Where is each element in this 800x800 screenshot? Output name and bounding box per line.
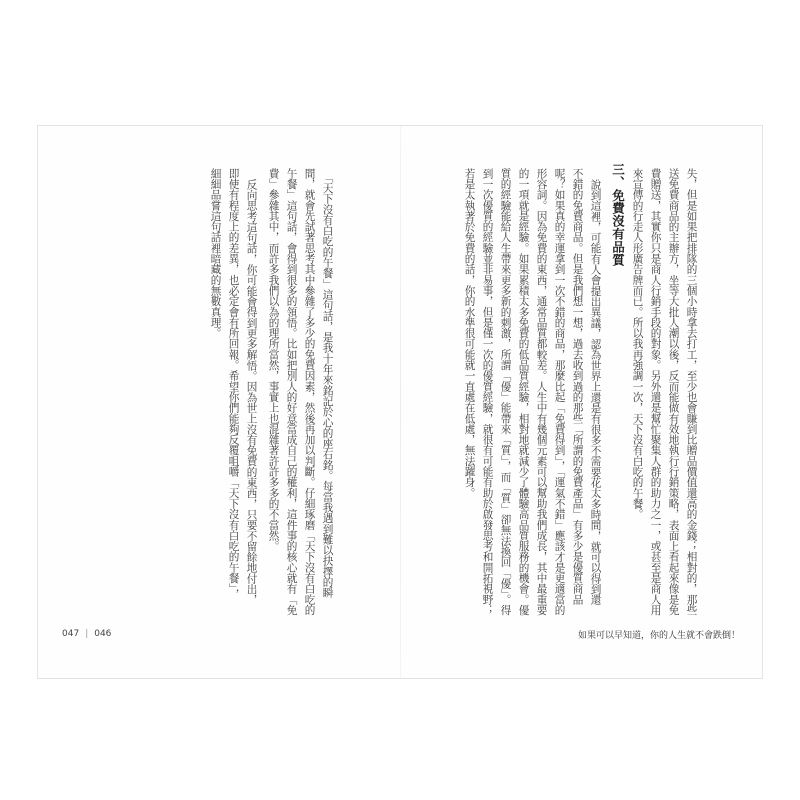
body-column: 到一次優質的經驗並非易事，但是僅一次的優質經驗，就很有可能有助於啟發思考和開拓視野；: [481, 168, 494, 616]
body-column: 「天下沒有白吃的午餐」這句話，是我十年來銘記於心的座右銘。每當我遇到難以抉擇的瞬: [321, 172, 334, 598]
page-spine: [400, 126, 401, 678]
body-column: 反向思考這句話，你可能會得到更多解悟。因為世上沒有免費的東西，只要不留餘地付出，: [245, 179, 258, 605]
body-column: 間，就會先試著思考其中參雜了多少的免費因素，然後再加以判斷。仔細琢磨「天下沒有白吃的: [303, 168, 316, 616]
page-number-right: 046: [94, 629, 112, 639]
body-column: 細細品嘗這句話裡暗藏的無數真理。: [209, 168, 222, 339]
section-heading: 三、免費沒有品質: [610, 163, 626, 267]
body-column: 呢？如果真的幸運拿到一次不錯的商品，那麼比起「免費得到」，「運氣不錯」應該才是更適當的: [553, 168, 566, 616]
body-column: 失，但是如果把排隊的三個小時拿去打工，至少也會賺到比贈品價值還高的金錢；相對的，那些: [685, 168, 698, 616]
body-column: 來宣傳的行走人形廣告牌而已。所以我再強調一次，天下沒有白吃的午餐。: [631, 168, 644, 520]
body-column: 形容詞。因為免費的東西，通常品質都較差。人生中有幾個元素可以幫助我們成長，其中最重要: [535, 168, 548, 616]
body-column: 費」參雜其中，而許多我們以為的理所當然，事實上也混雜著許許多多的不當然。: [267, 168, 280, 552]
body-column: 即使有程度上的差異，也必定會有所回報。希望你們能夠反覆咀嚼「天下沒有白吃的午餐」，: [227, 168, 240, 600]
body-column: 費贈送，其實你只是商人行銷手段的對象。另外還是幫忙聚集人群的助力之一，或甚至是商人用: [649, 168, 662, 616]
body-column: 質的經驗能給人生帶來更多新的刺激，所謂「優」能帶來「質」，而「質」卻無法換回「優」。得: [499, 168, 512, 616]
body-column: 的一項就是經驗。如果累積太多免費的低品質經驗，相對地就減少了體驗高品質服務的機會。優: [517, 168, 530, 616]
page-number-left: 047: [62, 629, 80, 639]
page-number-separator: |: [85, 629, 89, 639]
page-numbers: [62, 629, 111, 639]
body-column: 午餐」這句話，會得到很多的領悟。比如把別人的好意當成自己的權利，這件事的核心就有「免: [285, 168, 298, 616]
body-column: 送免費商品的主辦方，坐等大批人潮以後，反而能做有效地執行行銷策略，表面上看起來像是免: [667, 168, 680, 616]
body-column: 若是太執著於免費的話，你的水準很可能就一直處在低處，無法躍身。: [463, 168, 476, 499]
body-column: 不錯的免費商品。但是我們想一想，過去收到過的那些「所謂的免費產品」有多少是優質商品: [571, 168, 584, 605]
running-title: 如果可以早知道，你的人生就不會跌倒！: [577, 631, 740, 641]
body-column: 說到這裡，可能有人會提出異議，認為世界上還是有很多不需要花太多時間，就可以得到還: [589, 179, 602, 605]
